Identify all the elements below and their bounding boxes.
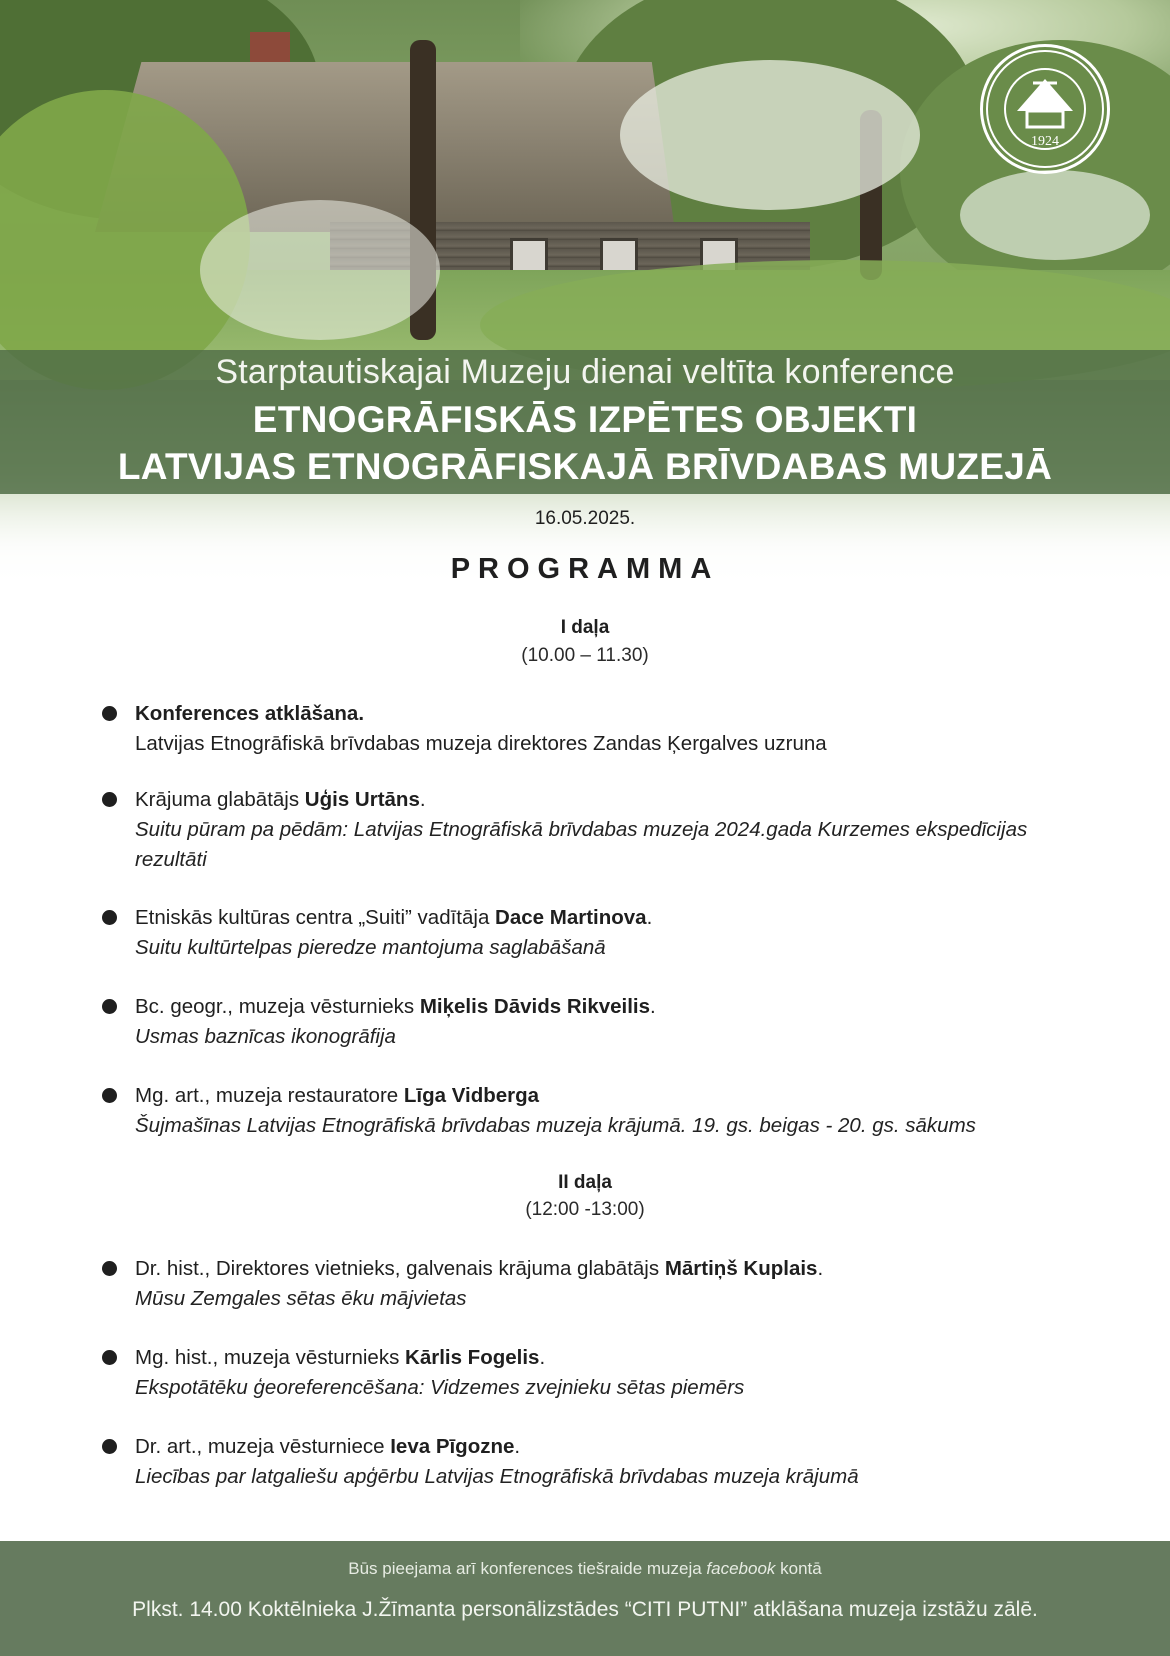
museum-seal-icon — [983, 47, 1107, 171]
talk-title: Šujmašīnas Latvijas Etnogrāfiskā brīvdabas muzeja krājumā. 19. gs. beigas - 20. gs. sākums — [135, 1114, 976, 1137]
talk-title: Ekspotātēku ģeoreferencēšana: Vidzemes zvejnieku sētas piemērs — [135, 1376, 745, 1399]
part-1-title: I daļa — [560, 617, 610, 638]
speaker-role: Krājuma glabātājs — [135, 788, 305, 811]
speaker-name: Līga Vidberga — [403, 1084, 540, 1107]
bullet-icon — [102, 1439, 117, 1454]
part-2-title: II daļa — [558, 1172, 612, 1193]
speaker-role: Dr. art., muzeja vēsturniece — [135, 1435, 391, 1458]
part-2-time: (12:00 -13:00) — [525, 1199, 645, 1220]
program-item: Krājuma glabātājs Uģis Urtāns. Suitu pūram pa pēdām: Latvijas Etnogrāfiskā brīvdabas muzeja 2024.gada Kurzemes ekspedīcijas rezultāti — [102, 785, 1102, 875]
bullet-icon — [102, 1261, 117, 1276]
facebook-text: facebook — [706, 1559, 776, 1578]
speaker-role: Bc. geogr., muzeja vēsturnieks — [135, 995, 420, 1018]
speaker-name: Kārlis Fogelis — [405, 1346, 540, 1369]
part-1-time: (10.00 – 11.30) — [521, 645, 649, 666]
speaker-role: Mg. art., muzeja restauratore — [135, 1084, 404, 1107]
program-item — [102, 1081, 1102, 1141]
speaker-name: Ieva Pīgozne — [390, 1435, 515, 1458]
exhibition-opening-note: Plkst. 14.00 Koktēlnieka J.Žīmanta personālizstādes “CITI PUTNI” atklāšana muzeja izstāžu zālē. — [132, 1598, 1038, 1621]
program-heading: PROGRAMMA — [450, 553, 720, 585]
talk-title: Mūsu Zemgales sētas ēku mājvietas — [135, 1287, 467, 1310]
talk-title: Usmas baznīcas ikonogrāfija — [135, 1025, 396, 1048]
bullet-icon — [102, 792, 117, 807]
bullet-icon — [102, 999, 117, 1014]
program-item: Dr. hist., Direktores vietnieks, galvenais krājuma glabātājs Mārtiņš Kuplais. Mūsu Zemgales sētas ēku mājvietas — [102, 1254, 1102, 1314]
museum-logo — [980, 44, 1110, 174]
program-item: Dr. art., muzeja vēsturniece Ieva Pīgozne. Liecības par latgaliešu apģērbu Latvijas Etnogrāfiskā brīvdabas muzeja krājumā — [102, 1432, 1102, 1492]
speaker-name: Uģis Urtāns — [304, 788, 420, 811]
item-detail: Latvijas Etnogrāfiskā brīvdabas muzeja direktores Zandas Ķergalves uzruna — [135, 732, 827, 755]
speaker-name: Mārtiņš Kuplais — [664, 1257, 818, 1280]
bullet-icon — [102, 910, 117, 925]
logo-year: 1924 — [1031, 134, 1059, 149]
bullet-icon — [102, 1350, 117, 1365]
speaker-role: Mg. hist., muzeja vēsturnieks — [135, 1346, 406, 1369]
bullet-icon — [102, 1088, 117, 1103]
speaker-role: Dr. hist., Direktores vietnieks, galvenais krājuma glabātājs — [135, 1257, 665, 1280]
livestream-note: Būs pieejama arī konferences tiešraide muzeja facebook kontā — [348, 1559, 822, 1578]
program-item — [102, 699, 1102, 759]
speaker-name: Konferences atklāšana. — [135, 702, 365, 725]
talk-title: Liecības par latgaliešu apģērbu Latvijas Etnogrāfiskā brīvdabas muzeja krājumā — [135, 1465, 859, 1488]
program-item: Mg. hist., muzeja vēsturnieks Kārlis Fogelis. Ekspotātēku ģeoreferencēšana: Vidzemes zvejnieku sētas piemērs — [102, 1343, 1102, 1403]
speaker-name: Miķelis Dāvids Rikveilis — [419, 995, 651, 1018]
program-item: Etniskās kultūras centra „Suiti” vadītāja Dace Martinova. Suitu kultūrtelpas pieredze mantojuma saglabāšanā — [102, 903, 1102, 963]
conference-subtitle: Starptautiskajai Muzeju dienai veltīta konference — [215, 353, 955, 391]
conference-title-line-2: LATVIJAS ETNOGRĀFISKAJĀ BRĪVDABAS MUZEJĀ — [117, 446, 1053, 487]
talk-title: Suitu kultūrtelpas pieredze mantojuma saglabāšanā — [135, 936, 606, 959]
program-item: Bc. geogr., muzeja vēsturnieks Miķelis Dāvids Rikveilis. Usmas baznīcas ikonogrāfija — [102, 992, 1102, 1052]
conference-date: 16.05.2025. — [534, 508, 636, 529]
bullet-icon — [102, 706, 117, 721]
speaker-name: Dace Martinova — [495, 906, 647, 929]
talk-title: Suitu pūram pa pēdām: Latvijas Etnogrāfiskā brīvdabas muzeja 2024.gada Kurzemes ekspedīcijas rezultāti — [135, 818, 1028, 871]
conference-title-line-1: ETNOGRĀFISKĀS IZPĒTES OBJEKTI — [252, 399, 918, 440]
speaker-role: Etniskās kultūras centra „Suiti” vadītāja — [135, 906, 496, 929]
